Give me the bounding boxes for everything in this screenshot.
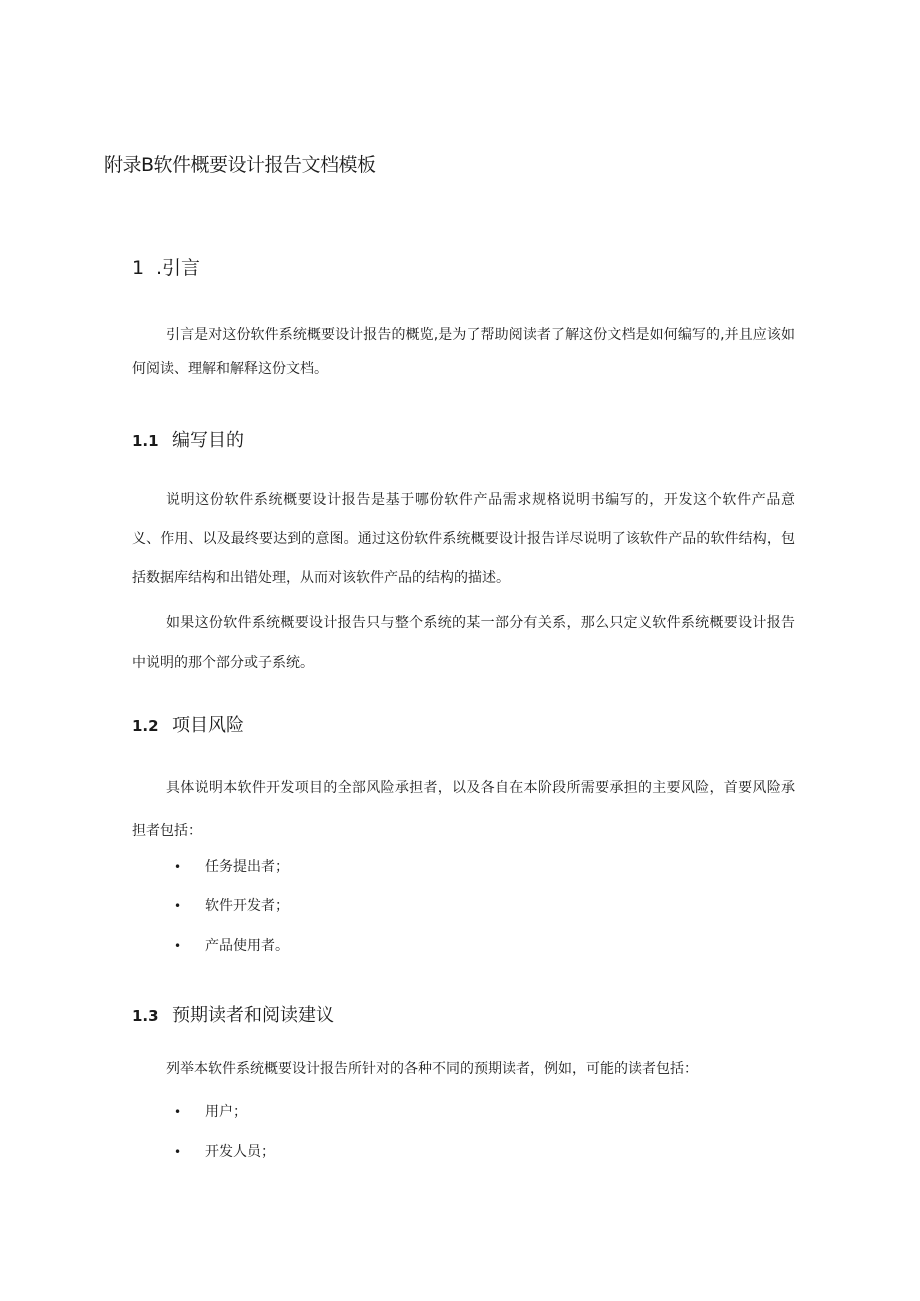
bullet-icon: • bbox=[174, 899, 182, 913]
section-1-1-paragraph-1: 说明这份软件系统概要设计报告是基于哪份软件产品需求规格说明书编写的，开发这个软件产品意义、作用、以及最终要达到的意图。通过这份软件系统概要设计报告详尽说明了该软件产品的软件结构，包括数据库结构和出错处理，从而对该软件产品的结构的描述。 bbox=[132, 492, 795, 586]
section-1-number: 1 bbox=[132, 257, 145, 279]
list-item-text: 产品使用者。 bbox=[205, 938, 289, 954]
document-title: 附录B软件概要设计报告文档模板 bbox=[104, 154, 376, 176]
section-1-1-paragraph-2: 如果这份软件系统概要设计报告只与整个系统的某一部分有关系，那么只定义软件系统概要设计报告中说明的那个部分或子系统。 bbox=[132, 615, 795, 671]
list-item-text: 用户； bbox=[205, 1104, 247, 1120]
section-1-2-heading bbox=[132, 711, 244, 737]
section-1-3-paragraph: 列举本软件系统概要设计报告所针对的各种不同的预期读者，例如，可能的读者包括： bbox=[166, 1061, 698, 1077]
list-item-text: 开发人员； bbox=[205, 1144, 275, 1160]
section-1-heading bbox=[132, 253, 200, 280]
section-1-3-heading bbox=[132, 1001, 334, 1027]
bullet-icon: • bbox=[174, 939, 182, 953]
section-1-1-heading bbox=[132, 426, 244, 452]
section-1-2-title: 项目风险 bbox=[172, 715, 244, 736]
list-item bbox=[174, 1101, 247, 1121]
section-1-title: .引言 bbox=[156, 257, 201, 279]
section-1-1-title: 编写目的 bbox=[172, 430, 244, 451]
section-1-3-number: 1.3 bbox=[132, 1007, 159, 1025]
section-1-3-title: 预期读者和阅读建议 bbox=[172, 1005, 334, 1026]
bullet-icon: • bbox=[174, 1105, 182, 1119]
list-item-text: 任务提出者； bbox=[205, 859, 289, 875]
section-1-2-number: 1.2 bbox=[132, 717, 159, 735]
list-item bbox=[174, 895, 289, 915]
list-item bbox=[174, 935, 289, 955]
section-1-1-number: 1.1 bbox=[132, 432, 159, 450]
list-item bbox=[174, 1141, 275, 1161]
bullet-icon: • bbox=[174, 1145, 182, 1159]
list-item-text: 软件开发者； bbox=[205, 898, 289, 914]
section-1-paragraph: 引言是对这份软件系统概要设计报告的概览,是为了帮助阅读者了解这份文档是如何编写的,并且应该如何阅读、理解和解释这份文档。 bbox=[132, 327, 795, 377]
bullet-icon: • bbox=[174, 860, 182, 874]
list-item bbox=[174, 856, 289, 876]
section-1-2-paragraph: 具体说明本软件开发项目的全部风险承担者，以及各自在本阶段所需要承担的主要风险，首要风险承担者包括： bbox=[132, 780, 795, 839]
